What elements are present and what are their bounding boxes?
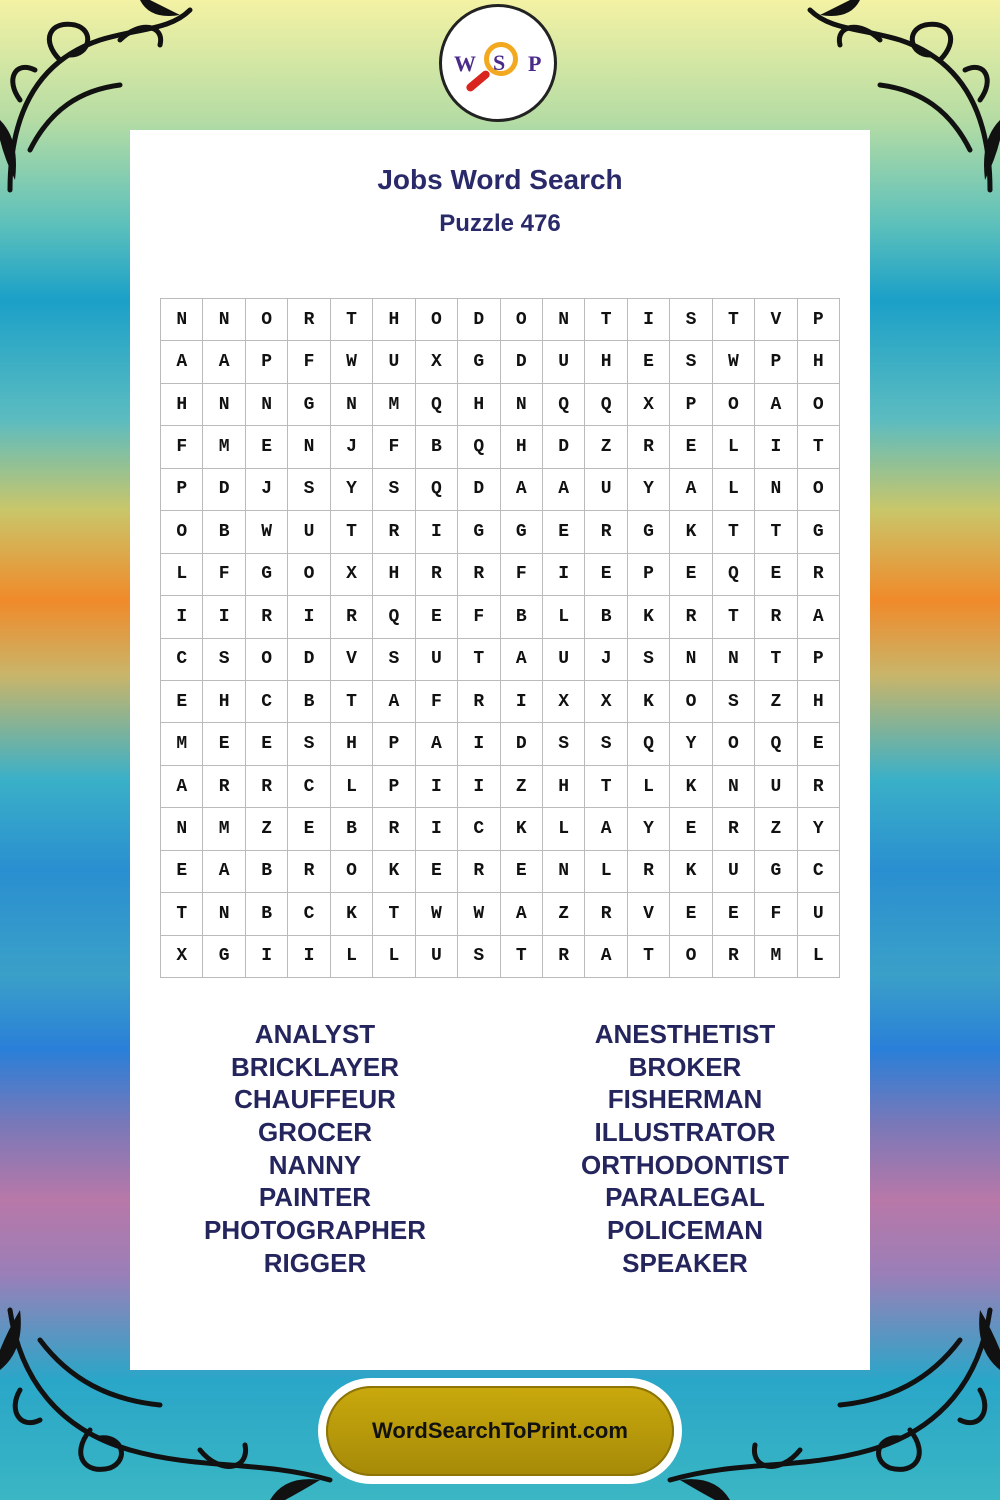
grid-cell[interactable]: P (670, 384, 712, 426)
grid-cell[interactable]: U (713, 851, 755, 893)
grid-cell[interactable]: L (331, 936, 373, 978)
grid-cell[interactable]: A (161, 766, 203, 808)
grid-cell[interactable]: U (798, 893, 840, 935)
grid-cell[interactable]: I (458, 766, 500, 808)
grid-cell[interactable]: O (670, 681, 712, 723)
grid-cell[interactable]: N (755, 469, 797, 511)
grid-cell[interactable]: N (543, 851, 585, 893)
grid-cell[interactable]: T (161, 893, 203, 935)
grid-cell[interactable]: O (713, 384, 755, 426)
grid-cell[interactable]: T (798, 426, 840, 468)
grid-cell[interactable]: M (161, 723, 203, 765)
grid-cell[interactable]: Q (713, 554, 755, 596)
grid-cell[interactable]: K (628, 681, 670, 723)
grid-cell[interactable]: R (713, 936, 755, 978)
grid-cell[interactable]: O (161, 511, 203, 553)
grid-cell[interactable]: N (543, 299, 585, 341)
grid-cell[interactable]: C (458, 808, 500, 850)
grid-cell[interactable]: U (416, 639, 458, 681)
grid-cell[interactable]: T (755, 511, 797, 553)
grid-cell[interactable]: R (798, 766, 840, 808)
grid-cell[interactable]: H (501, 426, 543, 468)
grid-cell[interactable]: Y (628, 469, 670, 511)
grid-cell[interactable]: O (288, 554, 330, 596)
grid-cell[interactable]: W (458, 893, 500, 935)
word-list-item: ANALYST (254, 1019, 376, 1049)
grid-cell[interactable]: P (755, 341, 797, 383)
grid-cell[interactable]: T (713, 596, 755, 638)
grid-cell[interactable]: B (203, 511, 245, 553)
grid-cell[interactable]: I (203, 596, 245, 638)
grid-cell[interactable]: Q (585, 384, 627, 426)
grid-cell[interactable]: X (628, 384, 670, 426)
grid-cell[interactable]: H (585, 341, 627, 383)
grid-cell[interactable]: A (203, 851, 245, 893)
grid-cell[interactable]: E (161, 681, 203, 723)
grid-cell[interactable]: O (501, 299, 543, 341)
grid-cell[interactable]: U (543, 341, 585, 383)
grid-cell[interactable]: S (670, 299, 712, 341)
grid-cell[interactable]: D (288, 639, 330, 681)
grid-cell[interactable]: K (331, 893, 373, 935)
grid-cell[interactable]: E (501, 851, 543, 893)
grid-cell[interactable]: X (585, 681, 627, 723)
grid-cell[interactable]: U (416, 936, 458, 978)
grid-cell[interactable]: O (246, 639, 288, 681)
grid-cell[interactable]: A (416, 723, 458, 765)
grid-cell[interactable]: F (416, 681, 458, 723)
word-list-item: RIGGER (263, 1247, 367, 1278)
grid-cell[interactable]: O (713, 723, 755, 765)
grid-cell[interactable]: A (670, 469, 712, 511)
grid-cell[interactable]: T (458, 639, 500, 681)
grid-cell[interactable]: A (161, 341, 203, 383)
grid-cell[interactable]: T (755, 639, 797, 681)
grid-cell[interactable]: R (628, 426, 670, 468)
grid-cell[interactable]: L (798, 936, 840, 978)
grid-cell[interactable]: N (501, 384, 543, 426)
grid-cell[interactable]: S (543, 723, 585, 765)
word-list-item: GROCER (257, 1117, 373, 1148)
word-list-item: FISHERMAN (607, 1084, 763, 1115)
grid-cell[interactable]: G (628, 511, 670, 553)
grid-cell[interactable]: S (458, 936, 500, 978)
grid-cell[interactable]: A (501, 639, 543, 681)
grid-cell[interactable]: E (755, 554, 797, 596)
grid-cell[interactable]: D (458, 299, 500, 341)
grid-cell[interactable]: R (246, 766, 288, 808)
grid-cell[interactable]: F (501, 554, 543, 596)
logo-letter-p: P (528, 51, 542, 76)
grid-cell[interactable]: E (798, 723, 840, 765)
grid-cell[interactable]: L (161, 554, 203, 596)
grid-cell[interactable]: X (416, 341, 458, 383)
grid-cell[interactable]: Z (543, 893, 585, 935)
grid-cell[interactable]: S (713, 681, 755, 723)
grid-cell[interactable]: F (161, 426, 203, 468)
grid-cell[interactable]: E (203, 723, 245, 765)
grid-cell[interactable]: P (373, 723, 415, 765)
grid-cell[interactable]: R (628, 851, 670, 893)
grid-cell[interactable]: D (458, 469, 500, 511)
grid-cell[interactable]: P (628, 554, 670, 596)
grid-cell[interactable]: Z (246, 808, 288, 850)
grid-cell[interactable]: N (203, 299, 245, 341)
grid-cell[interactable]: Z (585, 426, 627, 468)
grid-cell[interactable]: Z (755, 808, 797, 850)
grid-cell[interactable]: E (670, 554, 712, 596)
grid-cell[interactable]: E (670, 426, 712, 468)
grid-cell[interactable]: O (798, 384, 840, 426)
grid-cell[interactable]: S (288, 723, 330, 765)
grid-cell[interactable]: K (501, 808, 543, 850)
grid-cell[interactable]: D (501, 341, 543, 383)
logo-letter-s: S (493, 50, 506, 75)
grid-cell[interactable]: K (373, 851, 415, 893)
grid-cell[interactable]: P (246, 341, 288, 383)
grid-cell[interactable]: D (203, 469, 245, 511)
word-list-item: BROKER (628, 1051, 742, 1082)
grid-cell[interactable]: W (713, 341, 755, 383)
grid-cell[interactable]: G (246, 554, 288, 596)
puzzle-number: Puzzle 476 (439, 210, 561, 237)
word-list-item: POLICEMAN (607, 1215, 763, 1246)
grid-cell[interactable]: R (755, 596, 797, 638)
grid-cell[interactable]: F (288, 341, 330, 383)
grid-cell[interactable]: T (331, 511, 373, 553)
grid-cell[interactable]: H (798, 341, 840, 383)
grid-cell[interactable]: T (331, 299, 373, 341)
grid-cell[interactable]: U (373, 341, 415, 383)
grid-cell[interactable]: S (203, 639, 245, 681)
grid-cell[interactable]: L (543, 808, 585, 850)
site-link-label: WordSearchToPrint.com (326, 1386, 674, 1476)
grid-cell[interactable]: U (755, 766, 797, 808)
grid-cell[interactable]: G (755, 851, 797, 893)
grid-cell[interactable]: Z (501, 766, 543, 808)
grid-cell[interactable]: W (416, 893, 458, 935)
grid-cell[interactable]: R (288, 851, 330, 893)
grid-cell[interactable]: R (670, 596, 712, 638)
grid-cell[interactable]: T (713, 511, 755, 553)
grid-cell[interactable]: Q (755, 723, 797, 765)
grid-cell[interactable]: O (331, 851, 373, 893)
grid-cell[interactable]: M (373, 384, 415, 426)
grid-cell[interactable]: R (798, 554, 840, 596)
site-link-button[interactable] (318, 1378, 682, 1484)
grid-cell[interactable]: N (161, 299, 203, 341)
word-list-item: PAINTER (258, 1182, 372, 1213)
grid-cell[interactable]: Y (670, 723, 712, 765)
grid-cell[interactable]: F (373, 426, 415, 468)
word-list-item: CHAUFFEUR (234, 1084, 396, 1115)
grid-cell[interactable]: N (331, 384, 373, 426)
grid-cell[interactable]: T (501, 936, 543, 978)
grid-cell[interactable]: S (670, 341, 712, 383)
grid-cell[interactable]: F (458, 596, 500, 638)
grid-cell[interactable]: U (585, 469, 627, 511)
word-list-right (500, 1018, 870, 1280)
grid-cell[interactable]: I (416, 766, 458, 808)
grid-cell[interactable]: S (288, 469, 330, 511)
grid-cell[interactable]: E (713, 893, 755, 935)
grid-cell[interactable]: R (203, 766, 245, 808)
grid-cell[interactable]: E (246, 426, 288, 468)
grid-cell[interactable]: B (501, 596, 543, 638)
grid-cell[interactable]: U (288, 511, 330, 553)
grid-cell[interactable]: A (585, 936, 627, 978)
grid-cell[interactable]: Y (798, 808, 840, 850)
grid-cell[interactable]: A (501, 469, 543, 511)
puzzle-sheet (130, 130, 870, 1370)
grid-cell[interactable]: I (755, 426, 797, 468)
grid-cell[interactable]: K (670, 766, 712, 808)
grid-cell[interactable]: N (246, 384, 288, 426)
grid-cell[interactable]: R (416, 554, 458, 596)
grid-cell[interactable]: E (670, 808, 712, 850)
grid-cell[interactable]: A (373, 681, 415, 723)
grid-cell[interactable]: R (585, 511, 627, 553)
grid-cell[interactable]: S (585, 723, 627, 765)
grid-cell[interactable]: V (331, 639, 373, 681)
grid-cell[interactable]: H (203, 681, 245, 723)
grid-cell[interactable]: P (373, 766, 415, 808)
grid-cell[interactable]: O (670, 936, 712, 978)
grid-cell[interactable]: X (331, 554, 373, 596)
grid-cell[interactable]: Q (373, 596, 415, 638)
grid-cell[interactable]: X (543, 681, 585, 723)
grid-cell[interactable]: E (585, 554, 627, 596)
grid-cell[interactable]: K (670, 851, 712, 893)
grid-cell[interactable]: N (161, 808, 203, 850)
grid-cell[interactable]: C (798, 851, 840, 893)
grid-cell[interactable]: U (543, 639, 585, 681)
grid-cell[interactable]: P (798, 639, 840, 681)
grid-cell[interactable]: Q (416, 469, 458, 511)
grid-cell[interactable]: G (798, 511, 840, 553)
grid-cell[interactable]: L (713, 469, 755, 511)
word-list-item: PARALEGAL (605, 1182, 765, 1213)
grid-cell[interactable]: R (585, 893, 627, 935)
grid-cell[interactable]: R (458, 554, 500, 596)
word-list-item: ANESTHETIST (594, 1019, 776, 1049)
grid-cell[interactable]: T (373, 893, 415, 935)
grid-cell[interactable]: Q (416, 384, 458, 426)
grid-cell[interactable]: B (288, 681, 330, 723)
grid-cell[interactable]: H (373, 299, 415, 341)
grid-cell[interactable]: H (161, 384, 203, 426)
grid-cell[interactable]: I (416, 808, 458, 850)
grid-cell[interactable]: N (203, 384, 245, 426)
grid-cell[interactable]: H (543, 766, 585, 808)
grid-cell[interactable]: H (331, 723, 373, 765)
grid-cell[interactable]: O (246, 299, 288, 341)
grid-cell[interactable]: A (203, 341, 245, 383)
grid-cell[interactable]: I (246, 936, 288, 978)
grid-cell[interactable]: Q (458, 426, 500, 468)
page-title: Jobs Word Search (377, 164, 623, 195)
grid-cell[interactable]: I (543, 554, 585, 596)
grid-cell[interactable]: X (161, 936, 203, 978)
grid-cell[interactable]: E (628, 341, 670, 383)
grid-cell[interactable]: P (798, 299, 840, 341)
grid-cell[interactable]: M (755, 936, 797, 978)
grid-cell[interactable]: R (458, 851, 500, 893)
grid-cell[interactable]: T (585, 299, 627, 341)
grid-cell[interactable]: S (373, 639, 415, 681)
grid-cell[interactable]: G (458, 341, 500, 383)
grid-cell[interactable]: O (416, 299, 458, 341)
grid-cell[interactable]: D (501, 723, 543, 765)
grid-cell[interactable]: N (203, 893, 245, 935)
grid-cell[interactable]: W (246, 511, 288, 553)
grid-cell[interactable]: I (288, 596, 330, 638)
grid-cell[interactable]: W (331, 341, 373, 383)
grid-cell[interactable]: Q (543, 384, 585, 426)
grid-cell[interactable]: B (416, 426, 458, 468)
grid-cell[interactable]: T (628, 936, 670, 978)
grid-cell[interactable]: R (543, 936, 585, 978)
grid-cell[interactable]: E (416, 596, 458, 638)
word-list-item: BRICKLAYER (230, 1051, 400, 1082)
word-list-item: ORTHODONTIST (581, 1149, 789, 1180)
grid-cell[interactable]: T (585, 766, 627, 808)
grid-cell[interactable]: P (161, 469, 203, 511)
grid-cell[interactable]: N (670, 639, 712, 681)
grid-cell[interactable]: M (203, 426, 245, 468)
grid-cell[interactable]: S (373, 469, 415, 511)
grid-cell[interactable]: L (543, 596, 585, 638)
grid-cell[interactable]: L (585, 851, 627, 893)
grid-cell[interactable]: N (288, 426, 330, 468)
grid-cell[interactable]: A (501, 893, 543, 935)
grid-cell[interactable]: J (246, 469, 288, 511)
grid-cell[interactable]: F (203, 554, 245, 596)
grid-cell[interactable]: L (713, 426, 755, 468)
grid-cell[interactable]: E (416, 851, 458, 893)
grid-cell[interactable]: R (246, 596, 288, 638)
grid-cell[interactable]: E (670, 893, 712, 935)
grid-cell[interactable]: L (331, 766, 373, 808)
word-list-item: ILLUSTRATOR (594, 1117, 776, 1148)
grid-cell[interactable]: Y (628, 808, 670, 850)
grid-cell[interactable]: C (246, 681, 288, 723)
grid-cell[interactable]: G (458, 511, 500, 553)
wsp-logo (439, 4, 557, 122)
grid-cell[interactable]: K (670, 511, 712, 553)
grid-cell[interactable]: I (458, 723, 500, 765)
grid-cell[interactable]: F (755, 893, 797, 935)
word-list-item: PHOTOGRAPHER (204, 1215, 426, 1246)
grid-cell[interactable]: C (288, 893, 330, 935)
grid-cell[interactable]: D (543, 426, 585, 468)
grid-cell[interactable]: I (161, 596, 203, 638)
grid-cell[interactable]: B (246, 851, 288, 893)
grid-cell[interactable]: I (628, 299, 670, 341)
grid-cell[interactable]: I (416, 511, 458, 553)
grid-cell[interactable]: G (288, 384, 330, 426)
grid-cell[interactable]: V (755, 299, 797, 341)
grid-cell[interactable]: R (331, 596, 373, 638)
grid-cell[interactable]: C (161, 639, 203, 681)
grid-cell[interactable]: K (628, 596, 670, 638)
grid-cell[interactable]: T (713, 299, 755, 341)
grid-cell[interactable]: N (713, 639, 755, 681)
grid-cell[interactable]: J (585, 639, 627, 681)
grid-cell[interactable]: V (628, 893, 670, 935)
grid-cell[interactable]: E (288, 808, 330, 850)
grid-cell[interactable]: R (458, 681, 500, 723)
grid-cell[interactable]: E (161, 851, 203, 893)
grid-cell[interactable]: J (331, 426, 373, 468)
grid-cell[interactable]: L (373, 936, 415, 978)
grid-cell[interactable]: A (585, 808, 627, 850)
grid-cell[interactable]: B (246, 893, 288, 935)
grid-cell[interactable]: L (628, 766, 670, 808)
grid-cell[interactable]: S (628, 639, 670, 681)
logo-letter-w: W (454, 51, 476, 76)
grid-cell[interactable]: T (331, 681, 373, 723)
grid-cell[interactable]: Z (755, 681, 797, 723)
grid-cell[interactable]: R (373, 808, 415, 850)
grid-cell[interactable]: A (798, 596, 840, 638)
word-list-item: NANNY (268, 1149, 362, 1180)
grid-cell[interactable]: E (246, 723, 288, 765)
grid-cell[interactable]: H (373, 554, 415, 596)
grid-cell[interactable]: H (458, 384, 500, 426)
grid-cell[interactable]: Y (331, 469, 373, 511)
grid-cell[interactable]: B (331, 808, 373, 850)
grid-cell[interactable]: G (203, 936, 245, 978)
grid-cell[interactable]: M (203, 808, 245, 850)
grid-cell[interactable]: O (798, 469, 840, 511)
grid-cell[interactable]: N (713, 766, 755, 808)
grid-cell[interactable]: A (755, 384, 797, 426)
grid-cell[interactable]: G (501, 511, 543, 553)
grid-cell[interactable]: I (288, 936, 330, 978)
grid-cell[interactable]: R (373, 511, 415, 553)
grid-cell[interactable]: I (501, 681, 543, 723)
word-list-item: SPEAKER (622, 1247, 748, 1278)
grid-cell[interactable]: Q (628, 723, 670, 765)
grid-cell[interactable]: R (713, 808, 755, 850)
letter-grid (160, 298, 840, 978)
grid-cell[interactable]: H (798, 681, 840, 723)
grid-cell[interactable]: A (543, 469, 585, 511)
grid-cell[interactable]: E (543, 511, 585, 553)
grid-cell[interactable]: B (585, 596, 627, 638)
grid-cell[interactable]: C (288, 766, 330, 808)
word-list-left (130, 1018, 500, 1280)
grid-cell[interactable]: R (288, 299, 330, 341)
